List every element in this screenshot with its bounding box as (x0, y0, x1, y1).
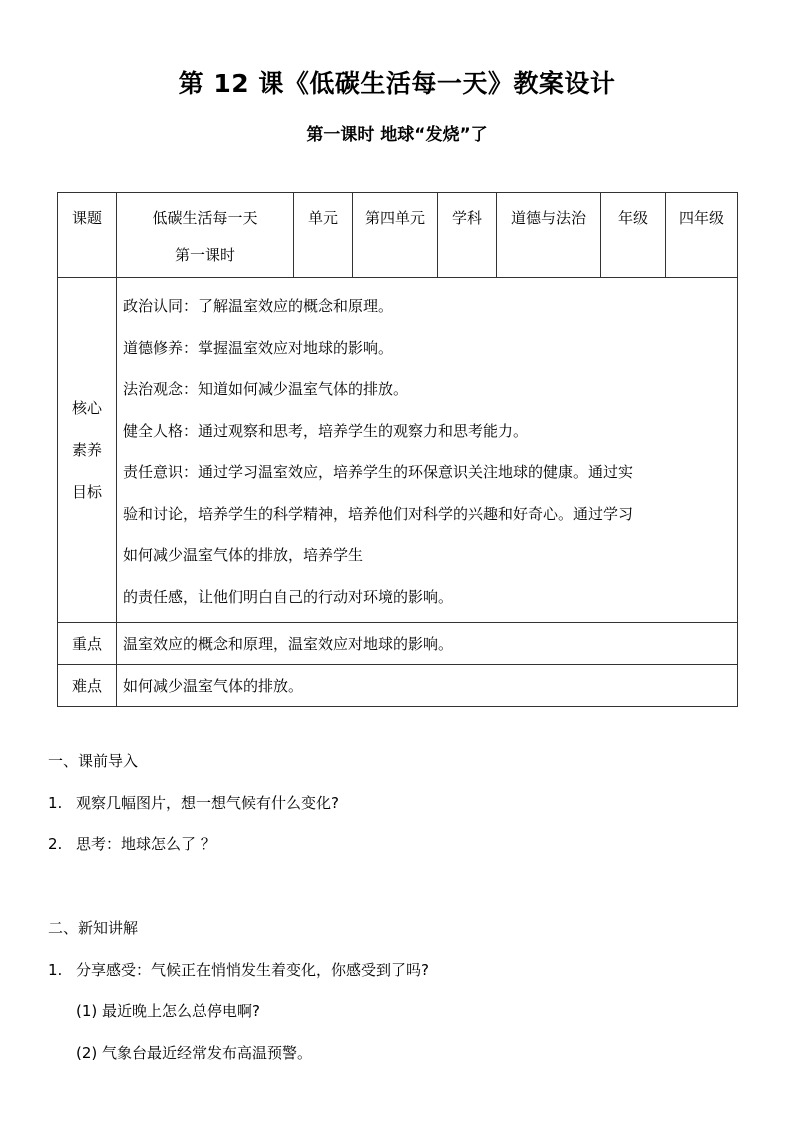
core-goal-line: 道德修养：掌握温室效应对地球的影响。 (123, 338, 394, 357)
section-2-title: 二、新知讲解 (48, 919, 139, 937)
cell-course-name (117, 193, 294, 278)
core-label-line: 目标 (71, 483, 102, 501)
core-label-line: 核心 (71, 399, 102, 417)
cell-topic-label: 课题 (58, 193, 117, 278)
cell-unit-value: 第四单元 (353, 193, 438, 278)
lesson-plan-table (57, 192, 738, 707)
cell-core-goals-label (58, 278, 117, 623)
course-name-line2: 第一课时 (174, 246, 235, 264)
core-goal-line: 法治观念：知道如何减少温室气体的排放。 (123, 380, 409, 398)
list-item (48, 959, 429, 980)
cell-key-point-label: 重点 (58, 623, 117, 665)
cell-core-goals-content (117, 278, 738, 623)
list-item-text: 分享感受：气候正在悄悄发生着变化，你感受到了吗? (76, 961, 429, 979)
cell-grade-value: 四年级 (666, 193, 738, 278)
cell-difficulty-content: 如何减少温室气体的排放。 (117, 665, 738, 707)
table-row-difficulty (58, 665, 738, 707)
core-label-line: 素养 (71, 441, 102, 459)
cell-unit-label: 单元 (294, 193, 353, 278)
list-item-text: 观察几幅图片，想一想气候有什么变化? (76, 794, 339, 812)
document-subtitle: 第一课时 地球“发烧”了 (306, 125, 488, 145)
sub-list-item: (2) 气象台最近经常发布高温预警。 (76, 1044, 313, 1062)
table-row-key-point (58, 623, 738, 665)
core-goal-line: 的责任感，让他们明白自己的行动对环境的影响。 (123, 587, 454, 606)
list-item-number: 2. (48, 835, 63, 853)
list-item-text: 思考：地球怎么了 ？ (76, 835, 216, 853)
core-goal-line: 健全人格：通过观察和思考，培养学生的观察力和思考能力。 (123, 421, 529, 440)
core-goal-line: 如何减少温室气体的排放，培养学生 (123, 546, 364, 564)
core-goal-line: 验和讨论，培养学生的科学精神，培养他们对科学的兴趣和好奇心。通过学习 (123, 504, 634, 523)
table-row-core-goals (58, 278, 738, 623)
course-name-line1: 低碳生活每一天 (152, 209, 258, 227)
section-1-title: 一、课前导入 (48, 752, 139, 770)
list-item (48, 792, 339, 813)
cell-difficulty-label: 难点 (58, 665, 117, 707)
cell-grade-label: 年级 (601, 193, 666, 278)
list-item-number: 1. (48, 961, 63, 979)
list-item-number: 1. (48, 794, 63, 812)
cell-subject-label: 学科 (438, 193, 497, 278)
cell-key-point-content: 温室效应的概念和原理，温室效应对地球的影响。 (117, 623, 738, 665)
core-goal-line: 政治认同：了解温室效应的概念和原理。 (123, 297, 394, 315)
sub-list-item: (1) 最近晚上怎么总停电啊? (76, 1002, 260, 1020)
cell-subject-value: 道德与法治 (497, 193, 601, 278)
document-title: 第 12 课《低碳生活每一天》教案设计 (178, 69, 616, 98)
list-item (48, 833, 216, 854)
table-row-header (58, 193, 738, 278)
core-goal-line: 责任意识：通过学习温室效应，培养学生的环保意识关注地球的健康。通过实 (123, 463, 634, 481)
